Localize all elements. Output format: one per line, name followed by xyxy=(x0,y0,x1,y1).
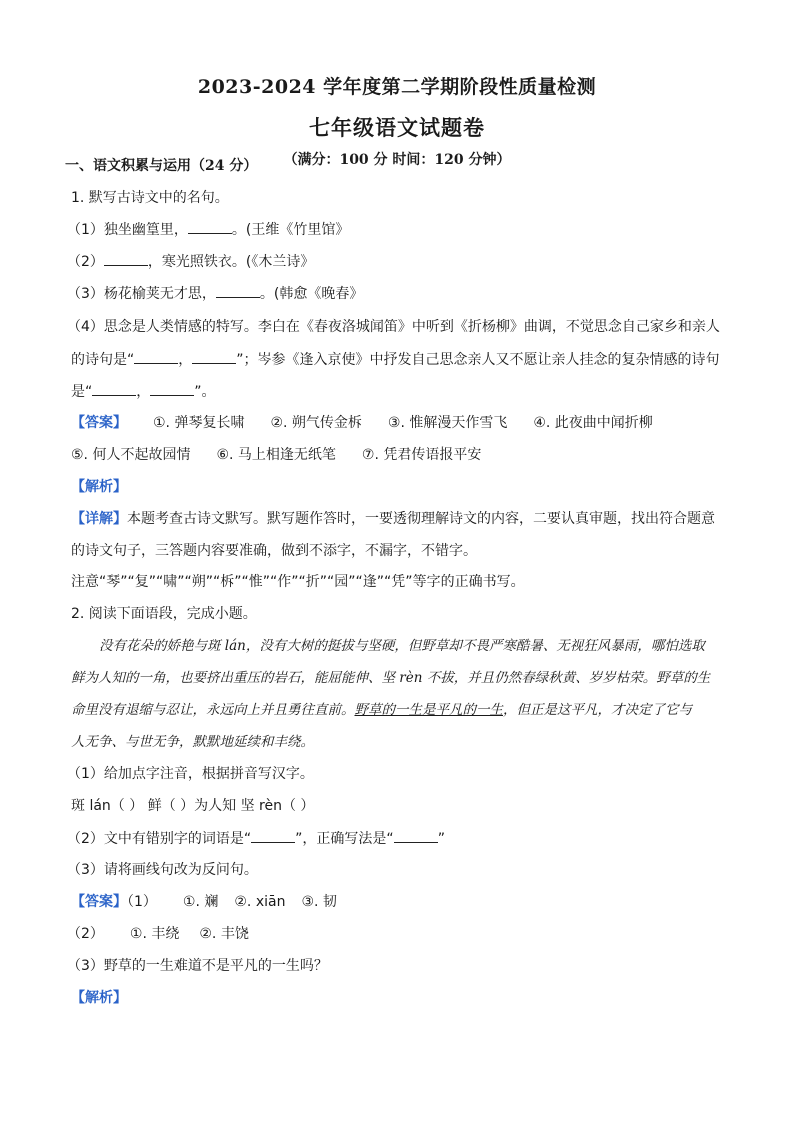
q1-detail-text: 本题考查古诗文默写。默写题作答时，一要透彻理解诗文的内容，二要认真审题，找出符合题意 xyxy=(127,511,715,527)
q1-detail-line3: 注意“琴”“复”“啸”“朔”“柝”“惟”“作”“折”“园”“逢”“凭”等字的正确书写。 xyxy=(71,574,525,590)
blank xyxy=(134,349,178,364)
q2-sub1-items: 斑 lán（ ） 鲜（ ）为人知 坚 rèn（ ） xyxy=(71,798,315,814)
blank xyxy=(92,381,136,396)
answer-item: ①. 斓 xyxy=(182,894,219,910)
section-heading: 一、语文积累与运用（24 分） xyxy=(65,158,258,174)
q2-passage-line3 xyxy=(71,700,692,720)
q2-sub2-pre: （2）文中有错别字的词语是“ xyxy=(67,831,252,847)
q2-answer-row2 xyxy=(67,924,249,944)
answer-item: ⑥. 马上相逢无纸笔 xyxy=(216,447,336,463)
answer-item: ⑤. 何人不起故园情 xyxy=(71,447,191,463)
q1-part4-l2a: 的诗句是“ xyxy=(71,352,135,368)
q2-passage-l3c: ，但正是这平凡，才决定了它与 xyxy=(503,702,692,718)
q2-sub2 xyxy=(67,828,445,849)
answer-item: ③. 韧 xyxy=(301,894,337,910)
answer-tag: 【答案】 xyxy=(71,894,127,910)
q1-part4-l3a: 是“ xyxy=(71,384,93,400)
q2-sub3: （3）请将画线句改为反问句。 xyxy=(67,862,258,878)
exam-meta: （满分：100 分 时间：120 分钟） xyxy=(283,152,511,168)
q1-part3-pre: （3）杨花榆荚无才思， xyxy=(67,286,216,302)
q1-part1 xyxy=(67,219,349,240)
blank xyxy=(394,828,438,843)
answer-item: ⑦. 凭君传语报平安 xyxy=(361,447,482,463)
q2-sub1: （1）给加点字注音，根据拼音写汉字。 xyxy=(67,766,314,782)
q2-passage-line2: 鲜为人知的一角，也要挤出重压的岩石，能屈能伸、坚 rèn 不拔，并且仍然春绿秋黄、岁岁枯荣。野草的生 xyxy=(71,670,711,686)
q2-passage-line4: 人无争、与世无争，默默地延续和丰绕。 xyxy=(71,734,314,750)
exam-subtitle: 七年级语文试题卷 xyxy=(309,115,485,140)
q1-detail-line2: 的诗文句子，三答题内容要准确，做到不添字，不漏字，不错字。 xyxy=(71,543,477,559)
underlined-sentence: 野草的一生是平凡的一生 xyxy=(354,702,503,718)
q1-part4-l3b: ， xyxy=(136,384,151,400)
answer-label: （2） xyxy=(67,926,104,942)
analysis-tag: 【解析】 xyxy=(71,479,127,495)
blank xyxy=(192,349,236,364)
blank xyxy=(251,828,295,843)
q1-part4-l3c: ”。 xyxy=(194,384,216,400)
answer-item: ③. 惟解漫天作雪飞 xyxy=(387,415,508,431)
q1-detail-line1 xyxy=(71,509,715,529)
blank xyxy=(216,283,260,298)
answer-item: ④. 此夜曲中闻折柳 xyxy=(533,415,653,431)
q2-passage-l3a: 命里没有退缩与忍让，永远向上并且勇往直前。 xyxy=(71,702,355,718)
analysis-tag: 【解析】 xyxy=(71,990,127,1006)
q1-part4-l2c: ”；岑参《逢入京使》中抒发自己思念亲人又不愿让亲人挂念的复杂情感的诗句 xyxy=(236,352,720,368)
answer-item: ②. 朔气传金柝 xyxy=(270,415,362,431)
answer-item: ②. xiān xyxy=(234,894,286,910)
q1-part2 xyxy=(67,251,314,272)
blank xyxy=(188,219,232,234)
q2-sub2-mid: ”，正确写法是“ xyxy=(295,831,394,847)
q1-part4-line2 xyxy=(71,349,720,370)
q1-answer-row2 xyxy=(71,445,481,465)
q1-stem: 1. 默写古诗文中的名句。 xyxy=(71,190,229,206)
q2-stem: 2. 阅读下面语段，完成小题。 xyxy=(71,606,257,622)
answer-tag: 【答案】 xyxy=(71,415,127,431)
q1-part2-pre: （2） xyxy=(67,254,104,270)
blank xyxy=(150,381,194,396)
q1-part2-post: ，寒光照铁衣。(《木兰诗》 xyxy=(147,254,315,270)
answer-item: ①. 丰绕 xyxy=(129,926,180,942)
q1-part3 xyxy=(67,283,363,304)
q1-answer-row1 xyxy=(71,413,653,433)
q1-part4-l2b: ， xyxy=(178,352,193,368)
q1-part1-post: 。(王维《竹里馆》 xyxy=(231,222,350,238)
answer-label: （1） xyxy=(127,894,157,910)
q1-part4-line3 xyxy=(71,381,216,402)
answer-item: ①. 弹琴复长啸 xyxy=(153,415,245,431)
q1-part1-pre: （1）独坐幽篁里， xyxy=(67,222,188,238)
q1-part4-line1: （4）思念是人类情感的特写。李白在《春夜洛城闻笛》中听到《折杨柳》曲调，不觉思念自己家乡和亲人 xyxy=(67,319,720,335)
q2-passage-line1: 没有花朵的娇艳与斑 lán，没有大树的挺拔与坚硬，但野草却不畏严寒酷暑、无视狂风暴雨，哪怕选取 xyxy=(99,638,705,654)
answer-item: ②. 丰饶 xyxy=(199,926,249,942)
blank xyxy=(104,251,148,266)
q2-sub2-post: ” xyxy=(437,831,445,847)
q2-answer-row1 xyxy=(71,892,337,912)
detail-tag: 【详解】 xyxy=(71,511,127,527)
exam-title: 2023-2024 学年度第二学期阶段性质量检测 xyxy=(197,76,597,98)
q1-part3-post: 。(韩愈《晚春》 xyxy=(259,286,364,302)
q2-answer-row3: （3）野草的一生难道不是平凡的一生吗？ xyxy=(67,958,328,974)
